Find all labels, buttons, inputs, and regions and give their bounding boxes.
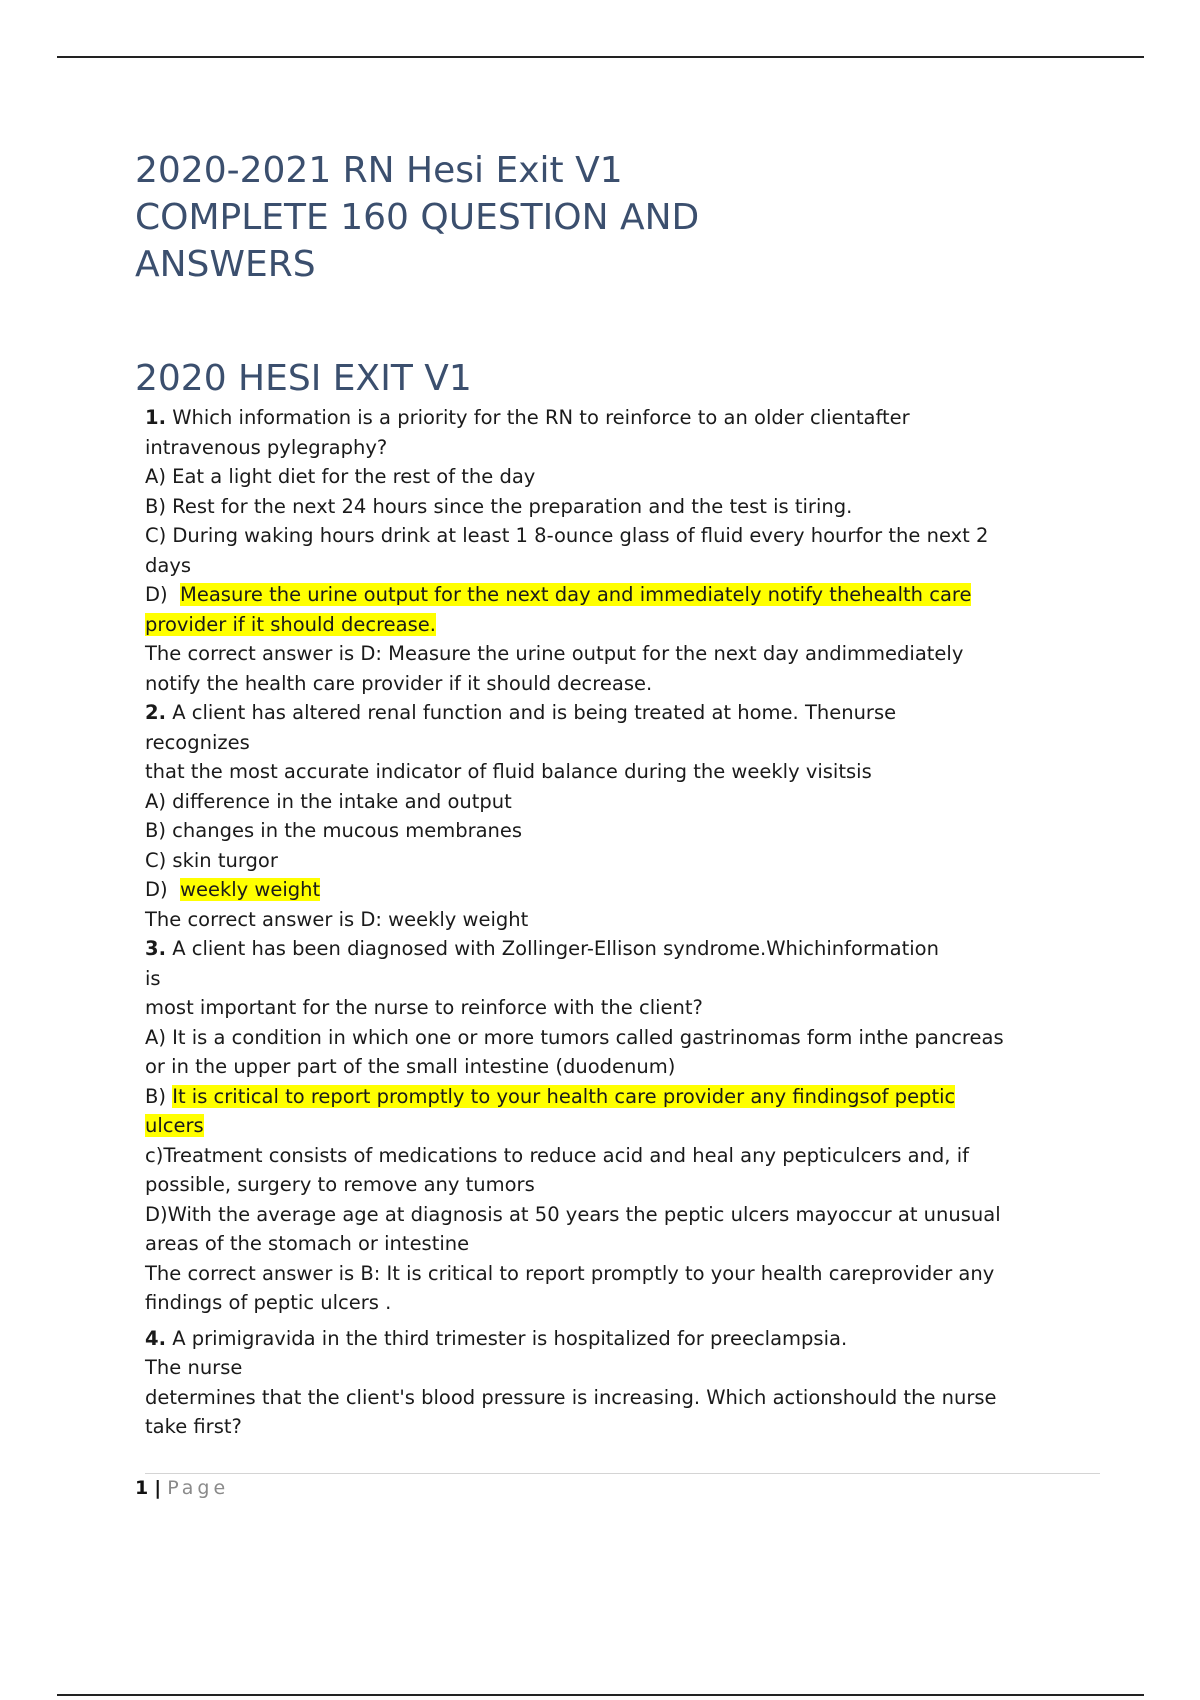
option-a: A) It is a condition in which one or more tumors called gastrinomas form inthe pancreas [145, 1025, 1004, 1049]
option-b: B) Rest for the next 24 hours since the preparation and the test is tiring. [145, 494, 853, 518]
option-b-correct: B) It is critical to report promptly to your health care provider any findingsof peptic [145, 1084, 956, 1108]
question-stem-cont: intravenous pylegraphy? [145, 435, 388, 459]
page-footer [135, 1473, 229, 1503]
title-line: COMPLETE 160 QUESTION AND [135, 197, 700, 238]
highlighted-answer: weekly weight [180, 878, 321, 901]
question-number: 4. [145, 1326, 166, 1350]
question-stem: 2. A client has altered renal function and is being treated at home. Thenurse [145, 701, 897, 724]
option-c-cont: days [145, 553, 192, 577]
option-c: c)Treatment consists of medications to reduce acid and heal any pepticulcers and, if [145, 1143, 969, 1167]
highlighted-answer: ulcers [145, 1114, 204, 1137]
correct-answer-text: The correct answer is D: weekly weight [145, 907, 529, 931]
header-rule [57, 56, 1144, 58]
title-line: 2020-2021 RN Hesi Exit V1 [135, 150, 623, 191]
option-b: B) changes in the mucous membranes [145, 819, 523, 842]
option-a: A) difference in the intake and output [145, 789, 512, 813]
question-stem-cont: The nurse [145, 1356, 243, 1379]
question-4 [145, 1324, 1095, 1442]
question-number: 1. [145, 406, 166, 429]
title-line: ANSWERS [135, 244, 316, 285]
highlighted-answer: provider if it should decrease. [145, 612, 436, 636]
question-stem-cont: is [145, 966, 161, 990]
question-number: 2. [145, 701, 166, 724]
option-a: A) Eat a light diet for the rest of the day [145, 465, 536, 488]
option-c: C) skin turgor [145, 848, 278, 872]
page-number: 1 [135, 1477, 149, 1499]
highlighted-answer: It is critical to report promptly to your health care provider any findingsof peptic [172, 1084, 956, 1108]
question-2 [145, 698, 1095, 934]
section-heading: 2020 HESI EXIT V1 [135, 358, 472, 399]
correct-answer-text-cont: findings of peptic ulcers . [145, 1291, 392, 1314]
correct-answer-text: The correct answer is B: It is critical to report promptly to your health careprovider any [145, 1261, 995, 1285]
page-label: Page [167, 1477, 230, 1499]
footer-separator: | [154, 1477, 162, 1499]
option-d: D)With the average age at diagnosis at 50 years the peptic ulcers mayoccur at unusual [145, 1202, 1001, 1226]
question-stem: 1. Which information is a priority for the RN to reinforce to an older clientafter [145, 406, 910, 429]
question-stem: 3. A client has been diagnosed with Zollinger-Ellison syndrome.Whichinformation [145, 937, 939, 960]
option-d-correct: D) Measure the urine output for the next day and immediately notify thehealth care [145, 583, 972, 606]
option-c: C) During waking hours drink at least 1 8-ounce glass of fluid every hourfor the next 2 [145, 524, 989, 547]
option-c-cont: possible, surgery to remove any tumors [145, 1173, 535, 1196]
correct-answer-text: The correct answer is D: Measure the urine output for the next day andimmediately [145, 642, 964, 665]
option-b-cont [145, 1111, 1095, 1141]
footer-rule [145, 1473, 1100, 1474]
question-number: 3. [145, 937, 166, 960]
option-a-cont: or in the upper part of the small intestine (duodenum) [145, 1055, 676, 1078]
question-list [145, 403, 1095, 1442]
question-stem-cont: recognizes [145, 730, 250, 754]
document-title [135, 147, 1035, 288]
question-stem-cont: determines that the client's blood pressure is increasing. Which actionshould the nurse [145, 1385, 997, 1409]
option-d-cont [145, 610, 1095, 640]
question-stem-cont: most important for the nurse to reinforce with the client? [145, 996, 703, 1019]
question-stem: 4. A primigravida in the third trimester is hospitalized for preeclampsia. [145, 1326, 848, 1350]
question-stem-cont: that the most accurate indicator of fluid balance during the weekly visitsis [145, 760, 872, 783]
highlighted-answer: Measure the urine output for the next day and immediately notify thehealth care [180, 583, 972, 606]
question-stem-cont: take first? [145, 1415, 242, 1438]
correct-answer-text-cont: notify the health care provider if it should decrease. [145, 671, 653, 695]
question-1 [145, 403, 1095, 698]
option-d-cont: areas of the stomach or intestine [145, 1232, 470, 1255]
bottom-rule [57, 1694, 1144, 1696]
option-d-correct: D) weekly weight [145, 878, 321, 901]
question-3 [145, 934, 1095, 1318]
